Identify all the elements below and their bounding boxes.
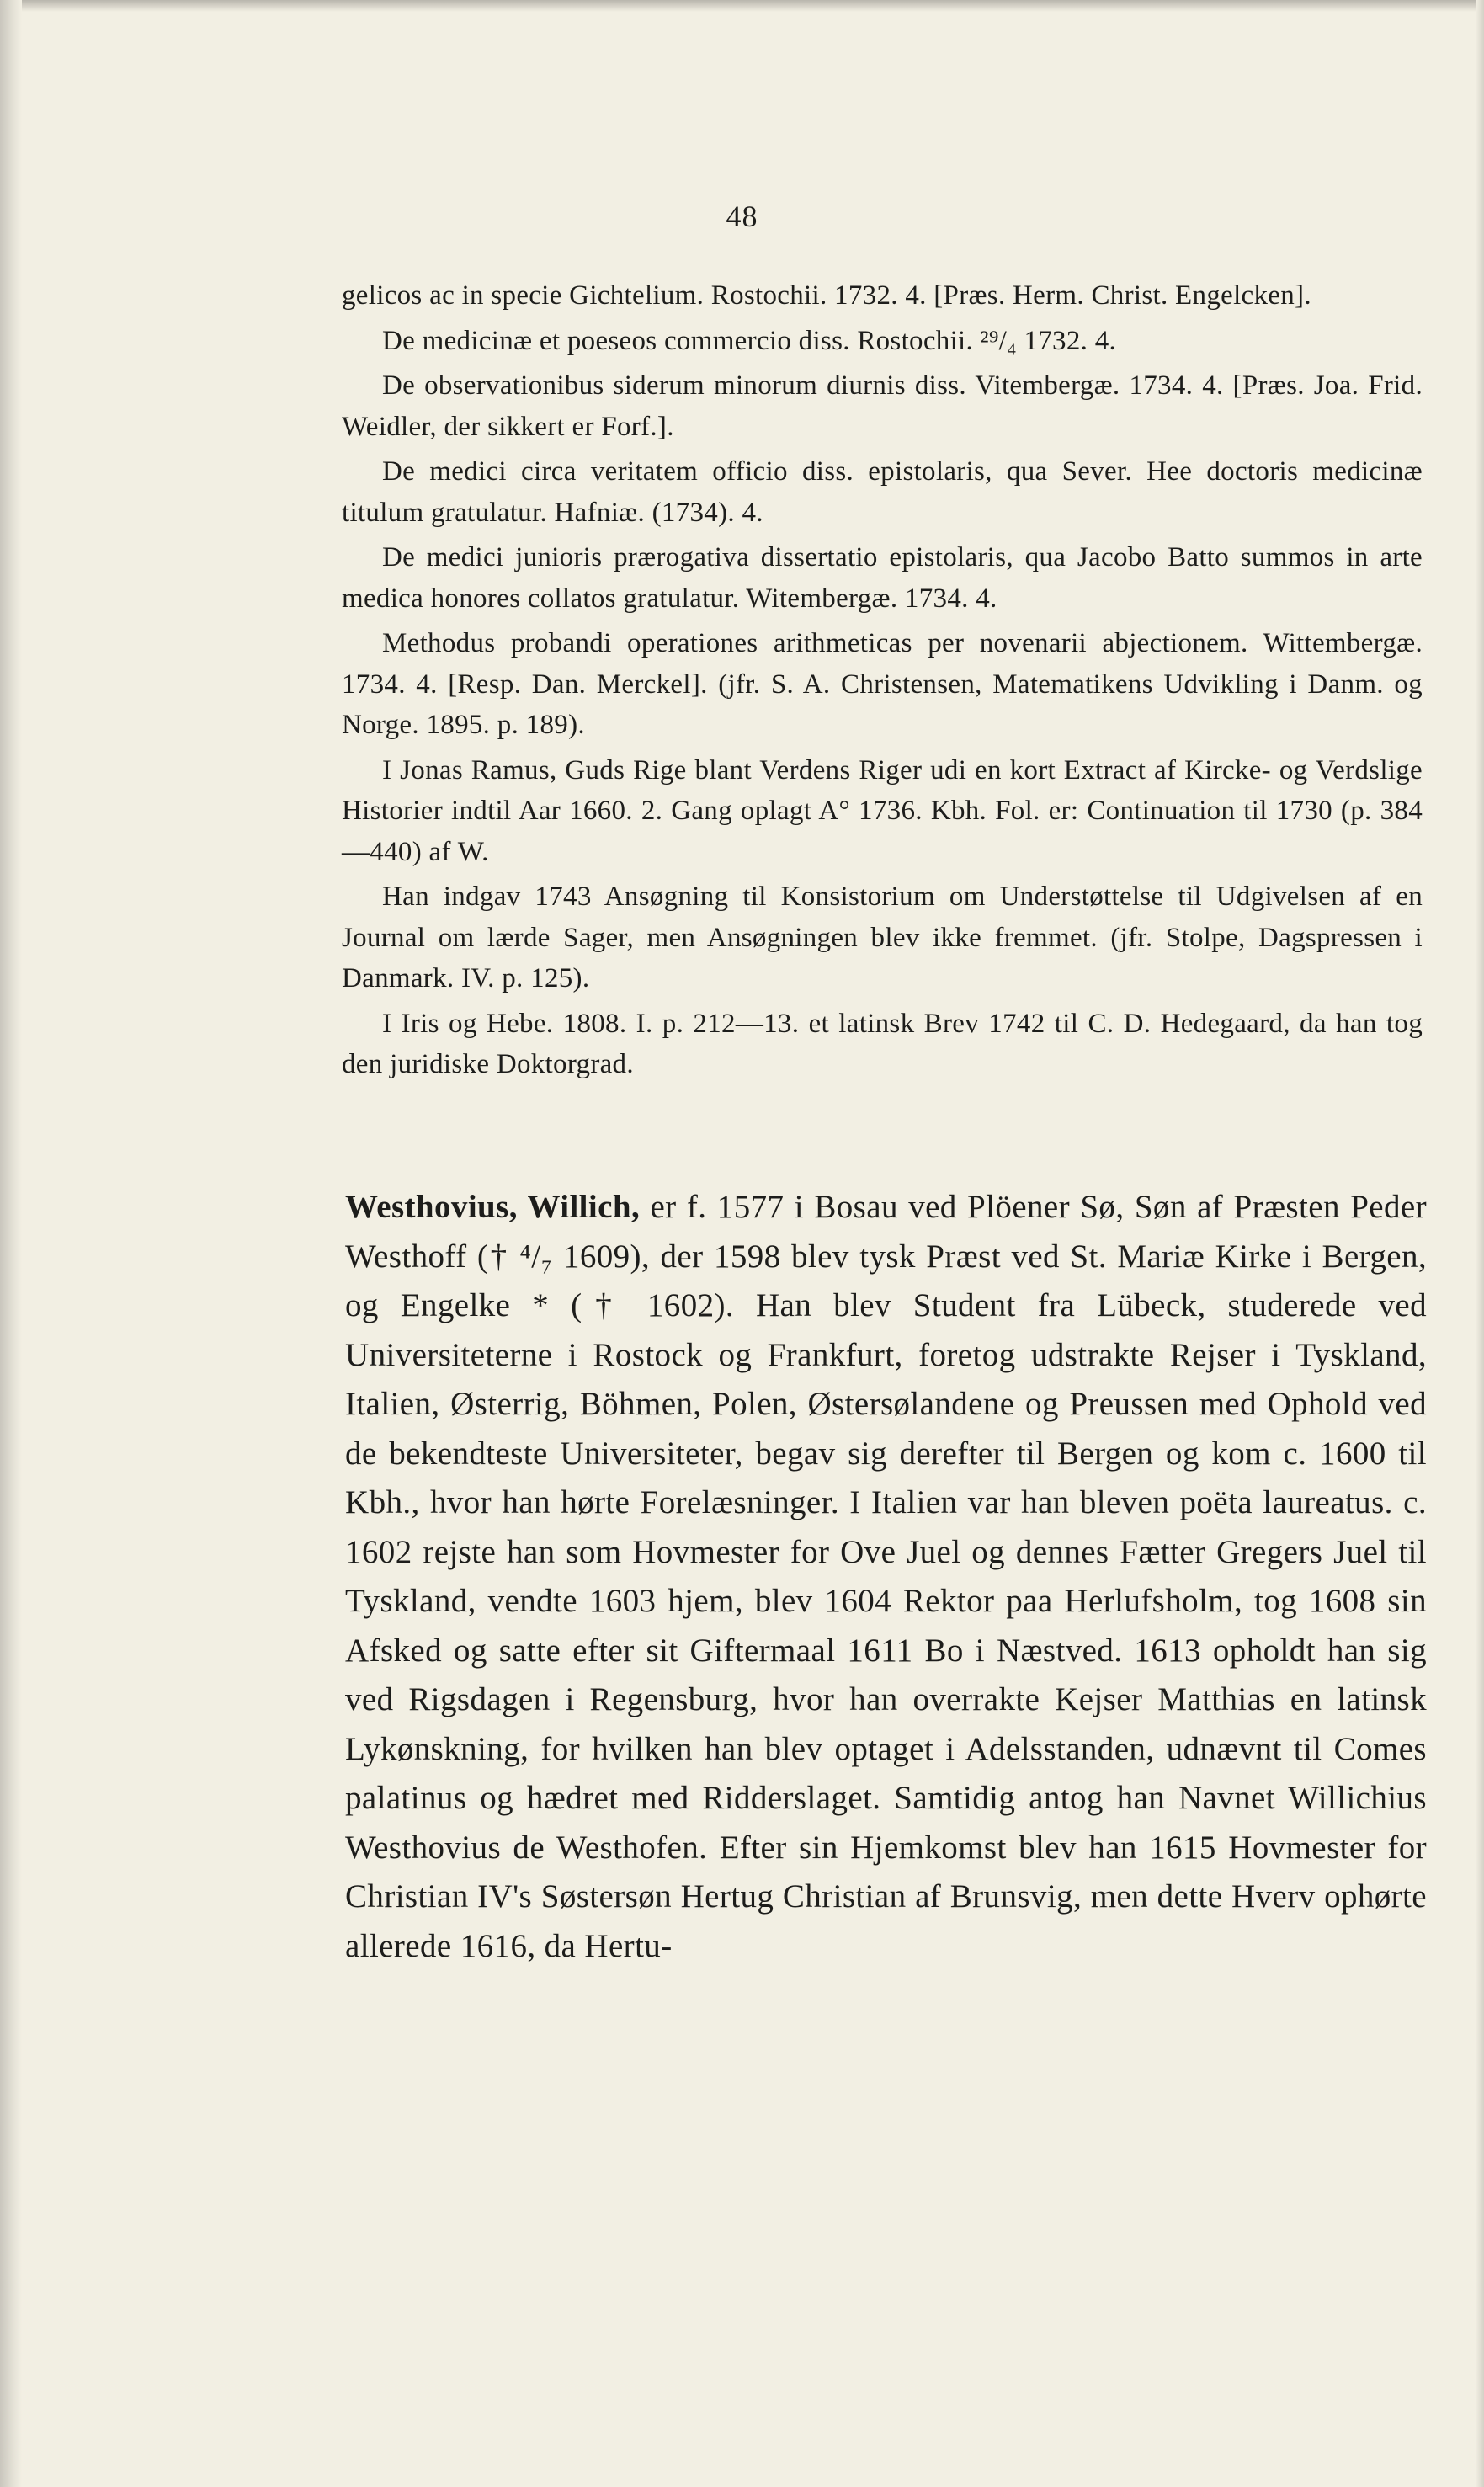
biography-headword: Westhovius, Willich, [345,1189,641,1225]
scan-edge-top [0,0,1484,12]
bibliography-entry: I Jonas Ramus, Guds Rige blant Verdens Riger udi en kort Extract af Kircke- og Verdslige Historier indtil Aar 1660. 2. Gang oplagt A° 1736. Kbh. Fol. er: Continuation til 1730 (p. 384—440) af W. [342,754,1423,867]
bibliography-entry: De observationibus siderum minorum diurnis diss. Vitembergæ. 1734. 4. [Præs. Joa. Frid. Weidler, der sikkert er Forf.]. [342,370,1423,442]
bibliography-entry: De medicinæ et poeseos commercio diss. Rostochii. ²⁹/₄ 1732. 4. [382,325,1117,356]
bibliography-entry: De medici junioris prærogativa dissertatio epistolaris, qua Jacobo Batto summos in arte medica honores collatos gratulatur. Witembergæ. 1734. 4. [342,542,1423,614]
scan-edge-left [0,0,22,2487]
bibliography-entry: gelicos ac in specie Gichtelium. Rostochii. 1732. 4. [Præs. Herm. Christ. Engelcken]. [342,280,1311,311]
biography-text: er f. 1577 i Bosau ved Plöener Sø, Søn af Præsten Peder Westhoff († ⁴/₇ 1609), der 1598 blev tysk Præst ved St. Mariæ Kirke i Bergen, og Engelke * († 1602). Han blev Student fra Lübeck, studerede ved Universiteterne i Rostock og Frankfurt, foretog udstrakte Rejser i Tyskland, Italien, Østerrig, Böhmen, Polen, Østersølandene og Preussen med Ophold ved de bekendteste Universiteter, begav sig derefter til Bergen og kom c. 1600 til Kbh., hvor han hørte Forelæsninger. I Italien var han bleven poëta laureatus. c. 1602 rejste han som Hovmester for Ove Juel og dennes Fætter Gregers Juel til Tyskland, vendte 1603 hjem, blev 1604 Rektor paa Herlufsholm, tog 1608 sin Afsked og satte efter sit Giftermaal 1611 Bo i Næstved. 1613 opholdt han sig ved Rigsdagen i Regensburg, hvor han overrakte Kejser Matthias en latinsk Lykønskning, for hvilken han blev optaget i Adelsstanden, udnævnt til Comes palatinus og hædret med Ridderslaget. Samtidig antog han Navnet Willichius Westhovius de Westhofen. Efter sin Hjemkomst blev han 1615 Hovmester for Christian IV's Søstersøn Hertug Christian af Brunsvig, men dette Hverv ophørte allerede 1616, da Hertu- [345,1189,1427,1964]
bibliography-entry: I Iris og Hebe. 1808. I. p. 212—13. et latinsk Brev 1742 til C. D. Hedegaard, da han tog den juridiske Doktorgrad. [342,1008,1423,1079]
bibliography-entry: Methodus probandi operationes arithmeticas per novenarii abjectionem. Wittembergæ. 1734. 4. [Resp. Dan. Merckel]. (jfr. S. A. Christensen, Matematikens Udvikling i Danm. og Norge. 1895. p. 189). [342,628,1423,740]
scan-edge-right [1476,0,1484,2487]
bibliography-list [342,275,1423,1089]
bibliography-entry: De medici circa veritatem officio diss. epistolaris, qua Sever. Hee doctoris medicinæ titulum gratulatur. Hafniæ. (1734). 4. [342,456,1423,528]
page-number: 48 [726,200,758,233]
biography-paragraph [345,1183,1427,1971]
biography-entry [345,1183,1427,1971]
bibliography-entry: Han indgav 1743 Ansøgning til Konsistorium om Understøttelse til Udgivelsen af en Journal om lærde Sager, men Ansøgningen blev ikke fremmet. (jfr. Stolpe, Dagspressen i Danmark. IV. p. 125). [342,881,1423,993]
